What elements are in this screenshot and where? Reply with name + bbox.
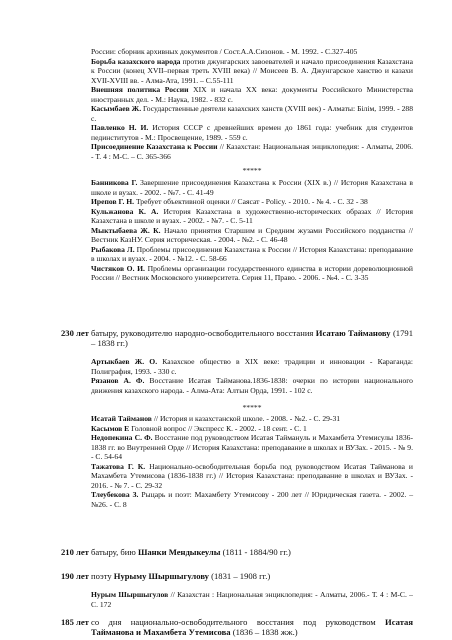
anniversary-years: 185 лет <box>61 617 89 627</box>
bibliography-block-3 <box>91 357 413 395</box>
bib-entry-text: России: сборник архивных документов / Сост.А.А.Сизонов. - М. 1992. - С.327-405 <box>91 47 358 56</box>
bib-entry-text: Проблемы организации государственного единства в истории дореволюционной России // Вестник Московского университета. Серия 11, Право. - 2006. - №4. - С. 3-35 <box>91 263 413 283</box>
anniversary-dates: (1831 – 1908 гг.) <box>208 571 271 581</box>
bib-entry-author: Недопекина С. Ф. <box>91 433 153 443</box>
bib-entry <box>91 414 413 424</box>
bib-entry-author: Рязанов А. Ф. <box>91 376 145 386</box>
anniversary-dates: (1811 - 1884/90 гг.) <box>220 547 291 557</box>
bib-entry-author: Борьба казахского народа <box>91 56 181 66</box>
anniversary-years: 190 лет <box>61 571 89 581</box>
bib-entry-text: Государственные деятели казахских ханств (XVIII век) - Алматы: Білім, 1999. - 288 с. <box>91 104 413 123</box>
bib-entry-text: // История и казахстанской школе. - 2008. - №2. - С. 29-31 <box>151 414 341 423</box>
bib-entry-author: Кульжанова К. А. <box>91 206 159 216</box>
anniversary-heading-1 <box>91 328 413 349</box>
bib-entry <box>91 462 413 491</box>
separator-stars <box>91 166 413 175</box>
anniversary-heading-4 <box>91 617 413 638</box>
bibliography-block-1 <box>91 47 413 162</box>
anniversary-pre: батыру, руководителю народно-освободительного восстания <box>91 328 316 338</box>
anniversary-years: 230 лет <box>61 328 89 338</box>
bib-entry-author: Артыкбаев Ж. О. <box>91 357 158 366</box>
anniversary-person: Нурыму Шыршыгулову <box>113 571 209 581</box>
bib-entry <box>91 490 413 509</box>
anniversary-pre: батыру, бию <box>91 547 138 557</box>
bibliography-block-5 <box>91 590 413 609</box>
anniversary-heading-2 <box>91 547 413 557</box>
bib-entry-author: Павленко Н. И. <box>91 123 149 133</box>
anniversary-years: 210 лет <box>61 547 89 557</box>
bib-entry <box>91 226 413 245</box>
bib-entry <box>91 197 413 207</box>
bib-entry-text: Требует объективной оценки // Саясат - Policy. - 2010. - № 4. - С. 32 - 38 <box>134 197 368 207</box>
bib-entry-text: // Казахстан: Национальная энциклопедия: - Алматы, 2006. - Т. 4 : М-С. – С. 365-366 <box>91 142 413 162</box>
anniversary-person: Исатая Тайманова и Махамбета Утемисова <box>91 617 413 638</box>
bib-entry-author: Касымбаев Ж. <box>91 104 142 114</box>
anniversary-text <box>91 617 413 638</box>
bib-entry <box>91 376 413 395</box>
bib-entry <box>91 264 413 283</box>
bib-entry <box>91 47 413 57</box>
bib-entry-text: против джунгарских завоевателей и начало присоединения Казахстана к России (конец XVII–первая треть XVIII века) // Моисеев В. А. Джунгарское ханство и казахи XVII-XVIII вв. - Алма-Ата, 1991. – С.55-111 <box>91 56 413 85</box>
bib-entry-text: История СССР с древнейших времен до 1861 года: учебник для студентов пединститутов - М.: Просвещение, 1989. - 559 с. <box>91 123 413 142</box>
bib-entry-text: Национально-освободительная борьба под руководством Исатая Тайманова и Махамбета Утемисова (1836-1838 гг.) // История Казахстана: преподавание в школах и ВУЗах. - 2016. - № 7. - С. 29-32 <box>91 461 413 490</box>
bib-entry <box>91 85 413 104</box>
bib-entry <box>91 245 413 264</box>
bib-entry <box>91 123 413 142</box>
bib-entry <box>91 57 413 86</box>
bib-entry-text: Начало принятия Старшим и Средним жузами Российского подданства // Вестник КазНУ. Серия историческая. - 2004. - №2. - С. 46-48 <box>91 225 413 245</box>
anniversary-person: Исатаю Тайманову <box>315 328 391 338</box>
bib-entry-text: Казахское общество в XIX веке: традиции и инновации - Караганда: Полиграфия, 1993. - 330 с. <box>91 357 413 376</box>
bib-entry-author: Мыктыбаева Ж. К. <box>91 225 161 235</box>
bib-entry-text: История Казахстана в художественно-исторических образах // История Казахстана в школе и вузах. - 2002. - №7. - С. 5-11 <box>91 206 413 226</box>
bib-entry-text: // Казахстан : Национальная энциклопедия: - Алматы, 2006.- Т. 4 : М-С. – С. 172 <box>91 590 413 609</box>
bib-entry-author: Тажатова Г. К. <box>91 461 146 471</box>
bib-entry <box>91 104 413 123</box>
bib-entry <box>91 433 413 462</box>
bib-entry-author: Нурым Шыршыгулов <box>91 590 169 599</box>
bib-entry-text: Восстание Исатая Тайманова.1836-1838: очерки по истории национального движения казахского народа. - Алма-Ата: Алтын Орда, 1991. - 102 с. <box>91 376 413 395</box>
anniversary-pre: поэту <box>91 571 114 581</box>
anniversary-pre: со дня национально-освободительного восстания под руководством <box>91 617 386 627</box>
bib-entry-author: Присоединение Казахстана к России <box>91 142 218 152</box>
bib-entry-author: Ирепов Г. Н. <box>91 197 135 207</box>
separator-stars-2 <box>91 403 413 412</box>
bibliography-block-2 <box>91 178 413 283</box>
bib-entry <box>91 424 413 434</box>
anniversary-text <box>91 328 413 349</box>
bib-entry-author: Чистяков О. И. <box>91 263 145 273</box>
anniversary-text <box>91 571 413 581</box>
bib-entry-text: Головной вопрос // Экспресс К. - 2002. - 18 сент. - С. 1 <box>129 423 307 433</box>
bib-entry <box>91 142 413 161</box>
bib-entry <box>91 207 413 226</box>
bib-entry-author: Банникова Г. <box>91 178 138 187</box>
bib-entry-author: Тлеубекова З. <box>91 490 139 500</box>
bib-entry <box>91 178 413 197</box>
bib-entry <box>91 590 413 609</box>
bib-entry-author: Рыбакова Л. <box>91 244 135 254</box>
bib-entry-author: Касымов Е <box>91 423 130 433</box>
anniversary-dates: (1791 – 1838 гг.) <box>91 328 413 349</box>
bib-entry-text: Завершение присоединения Казахстана к России (XIX в.) // История Казахстана в школе и вузах. - 2002. - №7. - С. 41-49 <box>91 178 414 197</box>
bib-entry-author: Внешняя политика России <box>91 85 189 95</box>
anniversary-heading-3 <box>91 571 413 581</box>
bib-entry-text: Рыцарь и поэт: Махамбету Утемисову - 200 лет // Юридическая газета. - 2002. – №26. - С. 8 <box>91 490 413 509</box>
bib-entry-text: XIX и начала XX века: документы Российского Министерства иностранных дел. - М.: Наука, 1982. - 832 с. <box>91 85 413 104</box>
stars-divider: ***** <box>242 403 262 412</box>
bib-entry-text: Восстание под руководством Исатая Таймануль и Махамбета Утемисулы 1836-1838 гг. во Внутренней Орде // История Казахстана: преподавание в школах и ВУЗах. - 2015. - № 9. - С. 54-64 <box>91 433 413 462</box>
bibliography-block-4 <box>91 414 413 509</box>
bib-entry-text: Проблемы присоединения Казахстана к России // История Казахстана: преподавание в школах и вузах. - 2004. - №12. - С. 58-66 <box>91 244 413 264</box>
bib-entry-author: Исатай Тайманов <box>91 414 152 423</box>
bib-entry <box>91 357 413 376</box>
anniversary-text <box>91 547 413 557</box>
anniversary-person: Шанки Мендыкеулы <box>137 547 221 557</box>
stars-divider: ***** <box>242 166 262 175</box>
anniversary-dates: (1836 – 1838 жж.) <box>230 627 298 638</box>
